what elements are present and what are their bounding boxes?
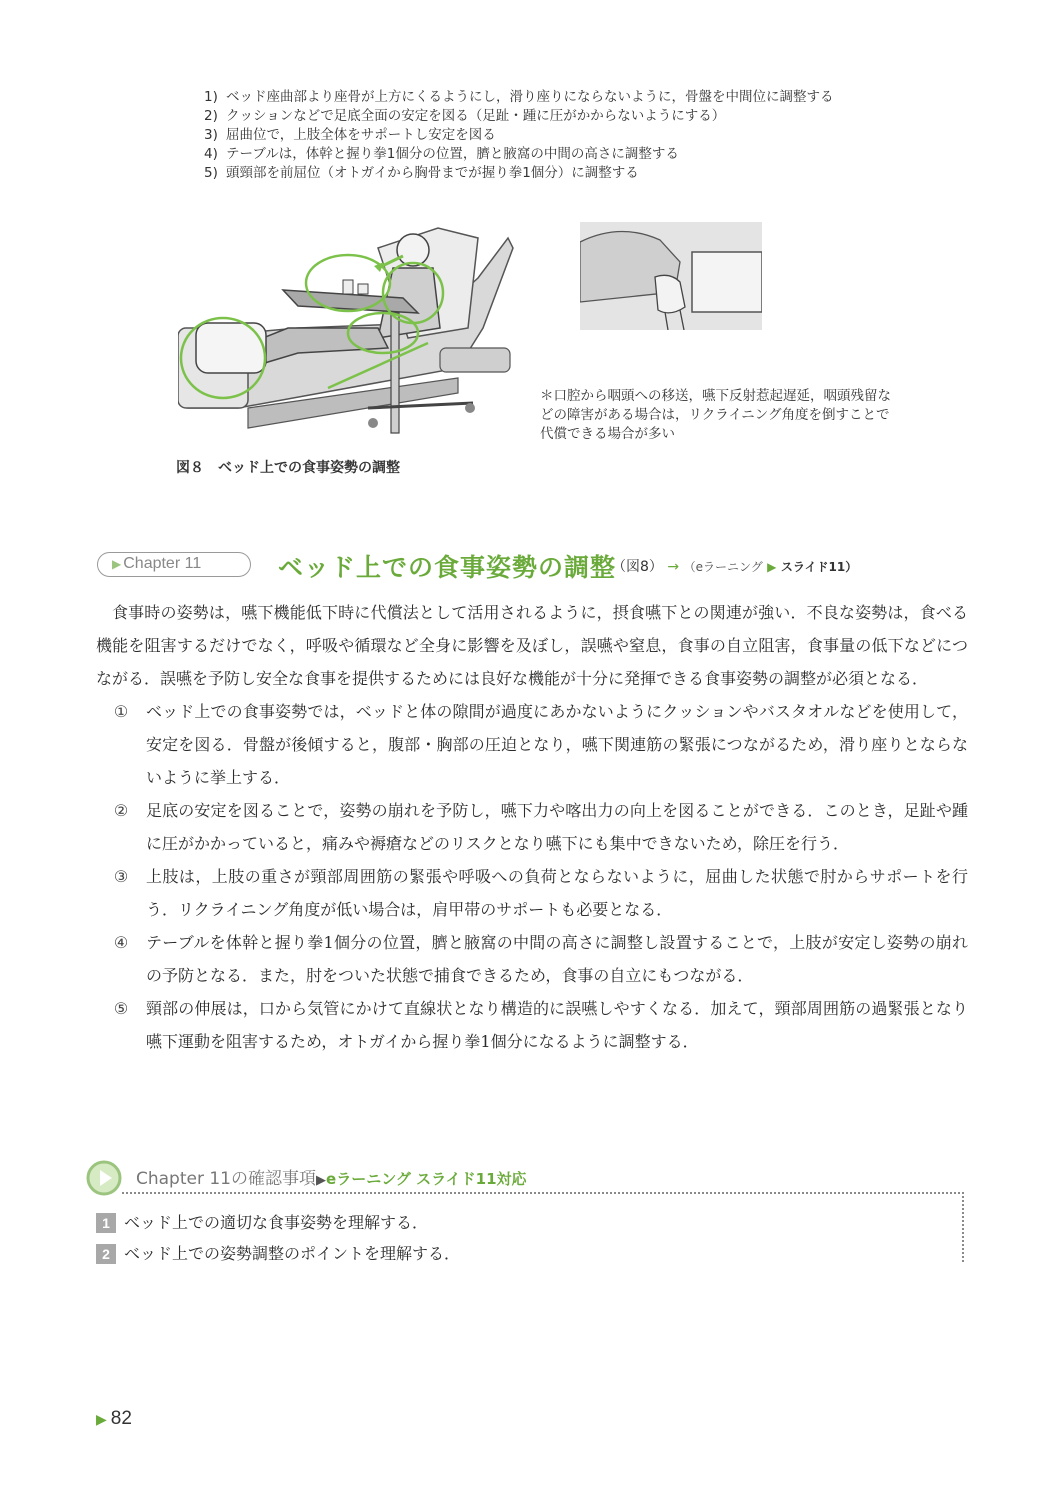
play-circle-icon	[86, 1160, 122, 1196]
bed-posture-illustration	[178, 218, 518, 440]
confirm-item: 1 ベッド上での適切な食事姿勢を理解する．	[96, 1208, 460, 1237]
chapter-pill-label: Chapter 11	[123, 555, 202, 572]
triangle-right-icon: ▶	[316, 1173, 327, 1188]
list-item: ⑤ 頸部の伸展は，口から気管にかけて直線状となり構造的に誤嚥しやすくなる．加えて，頸部周囲筋の過緊張となり嚥下運動を阻害するため，オトガイから握り拳1個分になるように調整する．	[113, 999, 968, 1051]
confirm-heading-label: Chapter 11の確認事項	[136, 1169, 317, 1189]
chapter-pill	[97, 552, 251, 577]
hand-table-illustration	[580, 222, 762, 330]
figure-note-2: 2) クッションなどで足底全面の安定を図る（足趾・踵に圧がかからないようにする）	[204, 108, 726, 124]
confirm-heading-bold: eラーニング スライド11対応	[326, 1170, 527, 1188]
confirm-number-box: 2	[96, 1244, 116, 1264]
point-list	[96, 695, 968, 1058]
list-item: ③ 上肢は，上肢の重さが頸部周囲筋の緊張や呼吸への負荷とならないように，屈曲した状態で肘からサポートを行う．リクライニング角度が低い場合は，肩甲帯のサポートも必要となる．	[113, 867, 968, 919]
list-item: ② 足底の安定を図ることで，姿勢の崩れを予防し，嚥下力や喀出力の向上を図ることができる．このとき，足趾や踵に圧がかかっていると，痛みや褥瘡などのリスクとなり嚥下にも集中できないため，除圧を行う．	[113, 801, 968, 853]
list-item: ① ベッド上での食事姿勢では，ベッドと体の隙間が過度にあかないようにクッションやバスタオルなどを使用して，安定を図る．骨盤が後傾すると，腹部・胸部の圧迫となり，嚥下関連筋の緊張につながるため，滑り座りとならないように挙上する．	[113, 702, 968, 787]
page-number	[96, 1408, 132, 1430]
triangle-right-icon: ▶	[96, 1411, 107, 1427]
triangle-right-icon: ▶	[112, 557, 122, 571]
list-item: ④ テーブルを体幹と握り拳1個分の位置，臍と腋窩の中間の高さに調整し設置することで，上肢が安定し姿勢の崩れの予防となる．また，肘をついた状態で捕食できるため，食事の自立にもつながる．	[113, 933, 968, 985]
elearning-slide: スライド11）	[780, 560, 858, 574]
elearning-prefix: （eラーニング	[683, 560, 763, 574]
body-text	[96, 596, 968, 1058]
figure-note-5: 5) 頭頸部を前屈位（オトガイから胸骨までが握り拳1個分）に調整する	[204, 165, 639, 181]
chapter-title: ベッド上での食事姿勢の調整	[278, 553, 617, 582]
confirm-item: 2 ベッド上での姿勢調整のポイントを理解する．	[96, 1239, 460, 1268]
figure-reference: （図8）	[612, 559, 663, 575]
intro-paragraph: 食事時の姿勢は，嚥下機能低下時に代償法として活用されるように，摂食嚥下との関連が強い．不良な姿勢は，食べる機能を阻害するだけでなく，呼吸や循環など全身に影響を及ぼし，誤嚥や窒息，食事の自立阻害，食事量の低下などにつながる．誤嚥を予防し安全な食事を提供するためには良好な機能が十分に発揮できる食事姿勢の調整が必須となる．	[96, 603, 968, 688]
confirm-number-box: 1	[96, 1213, 116, 1233]
figure-notes	[204, 88, 844, 183]
figure-note-3: 3) 屈曲位で，上肢全体をサポートし安定を図る	[204, 127, 496, 143]
confirm-items	[96, 1208, 460, 1270]
page-number-value: 82	[110, 1408, 132, 1429]
figure-caption: 図８ ベッド上での食事姿勢の調整	[176, 460, 400, 476]
confirm-heading	[136, 1164, 527, 1189]
arrow-right-icon: →	[667, 559, 680, 575]
triangle-right-icon: ▶	[767, 560, 777, 574]
figure-note-1: 1) ベッド座曲部より座骨が上方にくるようにし，滑り座りにならないように，骨盤を中間位に調整する	[204, 89, 834, 105]
figure-note-4: 4) テーブルは，体幹と握り拳1個分の位置，臍と腋窩の中間の高さに調整する	[204, 146, 679, 162]
chapter-reference	[612, 556, 857, 576]
figure-side-note: ＊口腔から咽頭への移送，嚥下反射惹起遅延，咽頭残留などの障害がある場合は，リクライニング角度を倒すことで代償できる場合が多い	[540, 388, 891, 442]
